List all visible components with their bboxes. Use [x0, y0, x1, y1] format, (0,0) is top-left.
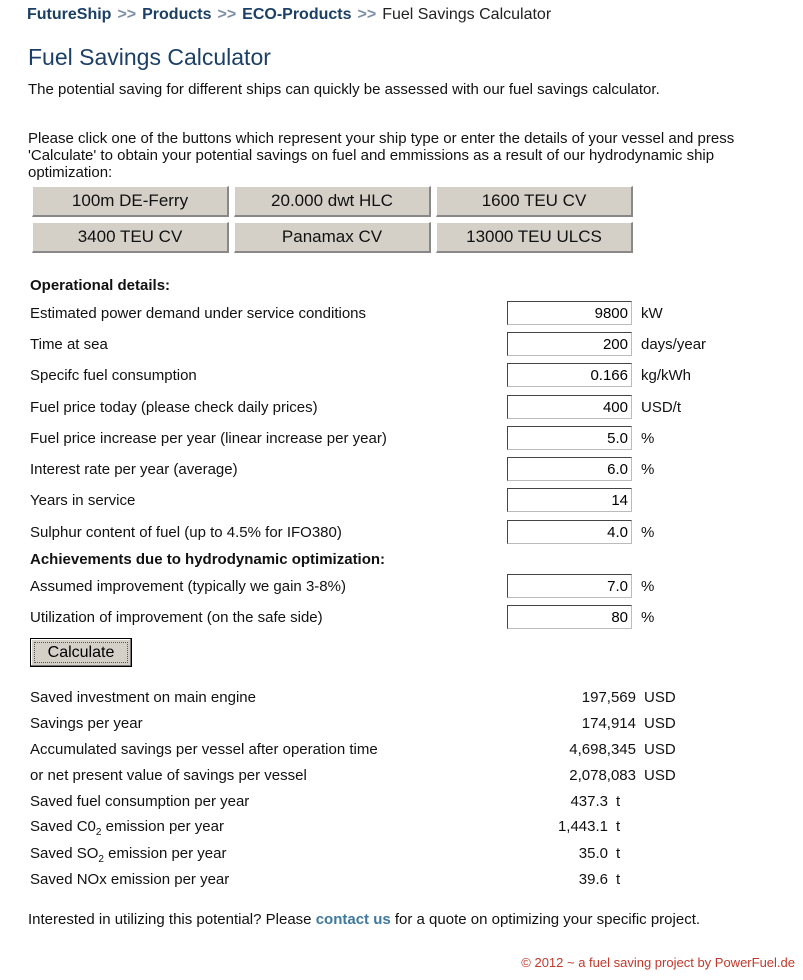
result-value: 437.3	[570, 793, 608, 810]
result-unit: USD	[644, 715, 676, 732]
contact-us-link[interactable]: contact us	[315, 911, 391, 928]
time-at-sea-unit: days/year	[641, 336, 707, 353]
result-value: 39.6	[578, 871, 608, 888]
ship-type-buttons	[32, 186, 633, 253]
assumed-improvement-unit: %	[641, 578, 655, 595]
fuel-consumption-label: Specifc fuel consumption	[30, 367, 197, 384]
ship-button-3400-teu-cv[interactable]: 3400 TEU CV	[32, 222, 229, 253]
interest-rate-unit: %	[641, 461, 655, 478]
ship-button-100m-de-ferry[interactable]: 100m DE-Ferry	[32, 186, 229, 217]
years-in-service-label: Years in service	[30, 492, 136, 509]
result-unit: t	[616, 818, 621, 835]
result-value: 2,078,083	[569, 767, 636, 784]
result-row-saved-co2	[30, 818, 690, 840]
interest-rate-label: Interest rate per year (average)	[30, 461, 238, 478]
result-row-saved-nox	[30, 871, 690, 893]
fuel-price-input[interactable]	[507, 395, 632, 419]
time-at-sea-row	[30, 332, 770, 358]
result-unit: t	[616, 845, 621, 862]
result-unit: t	[616, 793, 621, 810]
result-row-savings-per-year	[30, 715, 690, 737]
time-at-sea-input[interactable]	[507, 332, 632, 356]
breadcrumb-link-futureship[interactable]: FutureShip	[27, 6, 112, 23]
instructions-text: Please click one of the buttons which represent your ship type or enter the details of your vessel and press 'Calculate' to obtain your potential savings on fuel and emmissions as a result of our hydrodynamic ship optimization:	[28, 130, 735, 181]
result-label: Accumulated savings per vessel after operation time	[30, 741, 378, 758]
fuel-price-increase-row	[30, 426, 770, 452]
assumed-improvement-row	[30, 574, 770, 600]
years-in-service-row	[30, 488, 770, 514]
power-demand-row	[30, 301, 770, 327]
result-row-saved-investment	[30, 689, 690, 711]
operational-details-heading: Operational details:	[30, 277, 171, 294]
result-value: 4,698,345	[569, 741, 636, 758]
result-value: 197,569	[581, 689, 636, 706]
copyright-text: © 2012 ~ a fuel saving project by PowerFuel.de	[521, 955, 795, 970]
fuel-consumption-input[interactable]	[507, 363, 632, 387]
result-value: 1,443.1	[557, 818, 608, 835]
assumed-improvement-input[interactable]	[507, 574, 632, 598]
result-row-saved-fuel	[30, 793, 690, 815]
breadcrumb	[27, 6, 551, 24]
result-label: Saved investment on main engine	[30, 689, 256, 706]
breadcrumb-link-products[interactable]: Products	[142, 6, 212, 23]
sulphur-content-input[interactable]	[507, 520, 632, 544]
breadcrumb-separator: >>	[357, 6, 377, 23]
assumed-improvement-label: Assumed improvement (typically we gain 3-8%)	[30, 578, 346, 595]
breadcrumb-separator: >>	[217, 6, 237, 23]
ship-button-13000-teu-ulcs[interactable]: 13000 TEU ULCS	[436, 222, 633, 253]
fuel-consumption-unit: kg/kWh	[641, 367, 692, 384]
result-label: Saved $C0_2$ emission per year	[30, 818, 224, 838]
breadcrumb-current: Fuel Savings Calculator	[382, 6, 552, 23]
utilization-label: Utilization of improvement (on the safe side)	[30, 609, 323, 626]
fuel-price-increase-unit: %	[641, 430, 655, 447]
result-label: Saved fuel consumption per year	[30, 793, 250, 810]
result-unit: USD	[644, 741, 676, 758]
ship-button-panamax-cv[interactable]: Panamax CV	[234, 222, 431, 253]
result-label: Saved $SO_2$ emission per year	[30, 845, 227, 865]
ship-button-20000-dwt-hlc[interactable]: 20.000 dwt HLC	[234, 186, 431, 217]
result-row-accumulated-savings	[30, 741, 690, 763]
footer-text-after: for a quote on optimizing your specific project.	[390, 911, 701, 928]
fuel-price-label: Fuel price today (please check daily prices)	[30, 399, 318, 416]
result-value: 35.0	[578, 845, 608, 862]
power-demand-input[interactable]	[507, 301, 632, 325]
interest-rate-input[interactable]	[507, 457, 632, 481]
result-label: Saved NOx emission per year	[30, 871, 230, 888]
result-value: 174,914	[581, 715, 636, 732]
fuel-consumption-row	[30, 363, 770, 389]
years-in-service-input[interactable]	[507, 488, 632, 512]
result-unit: USD	[644, 689, 676, 706]
breadcrumb-link-eco-products[interactable]: ECO-Products	[242, 6, 352, 23]
time-at-sea-label: Time at sea	[30, 336, 108, 353]
utilization-input[interactable]	[507, 605, 632, 629]
result-row-net-present-value	[30, 767, 690, 789]
achievements-heading: Achievements due to hydrodynamic optimization:	[30, 551, 386, 568]
fuel-price-increase-input[interactable]	[507, 426, 632, 450]
result-unit: t	[616, 871, 621, 888]
ship-button-1600-teu-cv[interactable]: 1600 TEU CV	[436, 186, 633, 217]
sulphur-content-label: Sulphur content of fuel (up to 4.5% for IFO380)	[30, 524, 342, 541]
page-title: Fuel Savings Calculator	[28, 44, 271, 70]
footer-note	[28, 911, 700, 928]
fuel-price-row	[30, 395, 770, 421]
intro-text: The potential saving for different ships can quickly be assessed with our fuel savings calculator.	[28, 81, 660, 98]
fuel-price-increase-label: Fuel price increase per year (linear increase per year)	[30, 430, 387, 447]
breadcrumb-separator: >>	[117, 6, 137, 23]
sulphur-content-unit: %	[641, 524, 655, 541]
utilization-row	[30, 605, 770, 631]
result-row-saved-so2	[30, 845, 690, 867]
sulphur-content-row	[30, 520, 770, 546]
calculate-button[interactable]: Calculate	[30, 638, 132, 667]
fuel-price-unit: USD/t	[641, 399, 682, 416]
footer-text-before: Interested in utilizing this potential? Please	[28, 911, 316, 928]
power-demand-label: Estimated power demand under service conditions	[30, 305, 367, 322]
result-unit: USD	[644, 767, 676, 784]
result-label: or net present value of savings per vessel	[30, 767, 307, 784]
power-demand-unit: kW	[641, 305, 663, 322]
utilization-unit: %	[641, 609, 655, 626]
result-label: Savings per year	[30, 715, 143, 732]
interest-rate-row	[30, 457, 770, 483]
